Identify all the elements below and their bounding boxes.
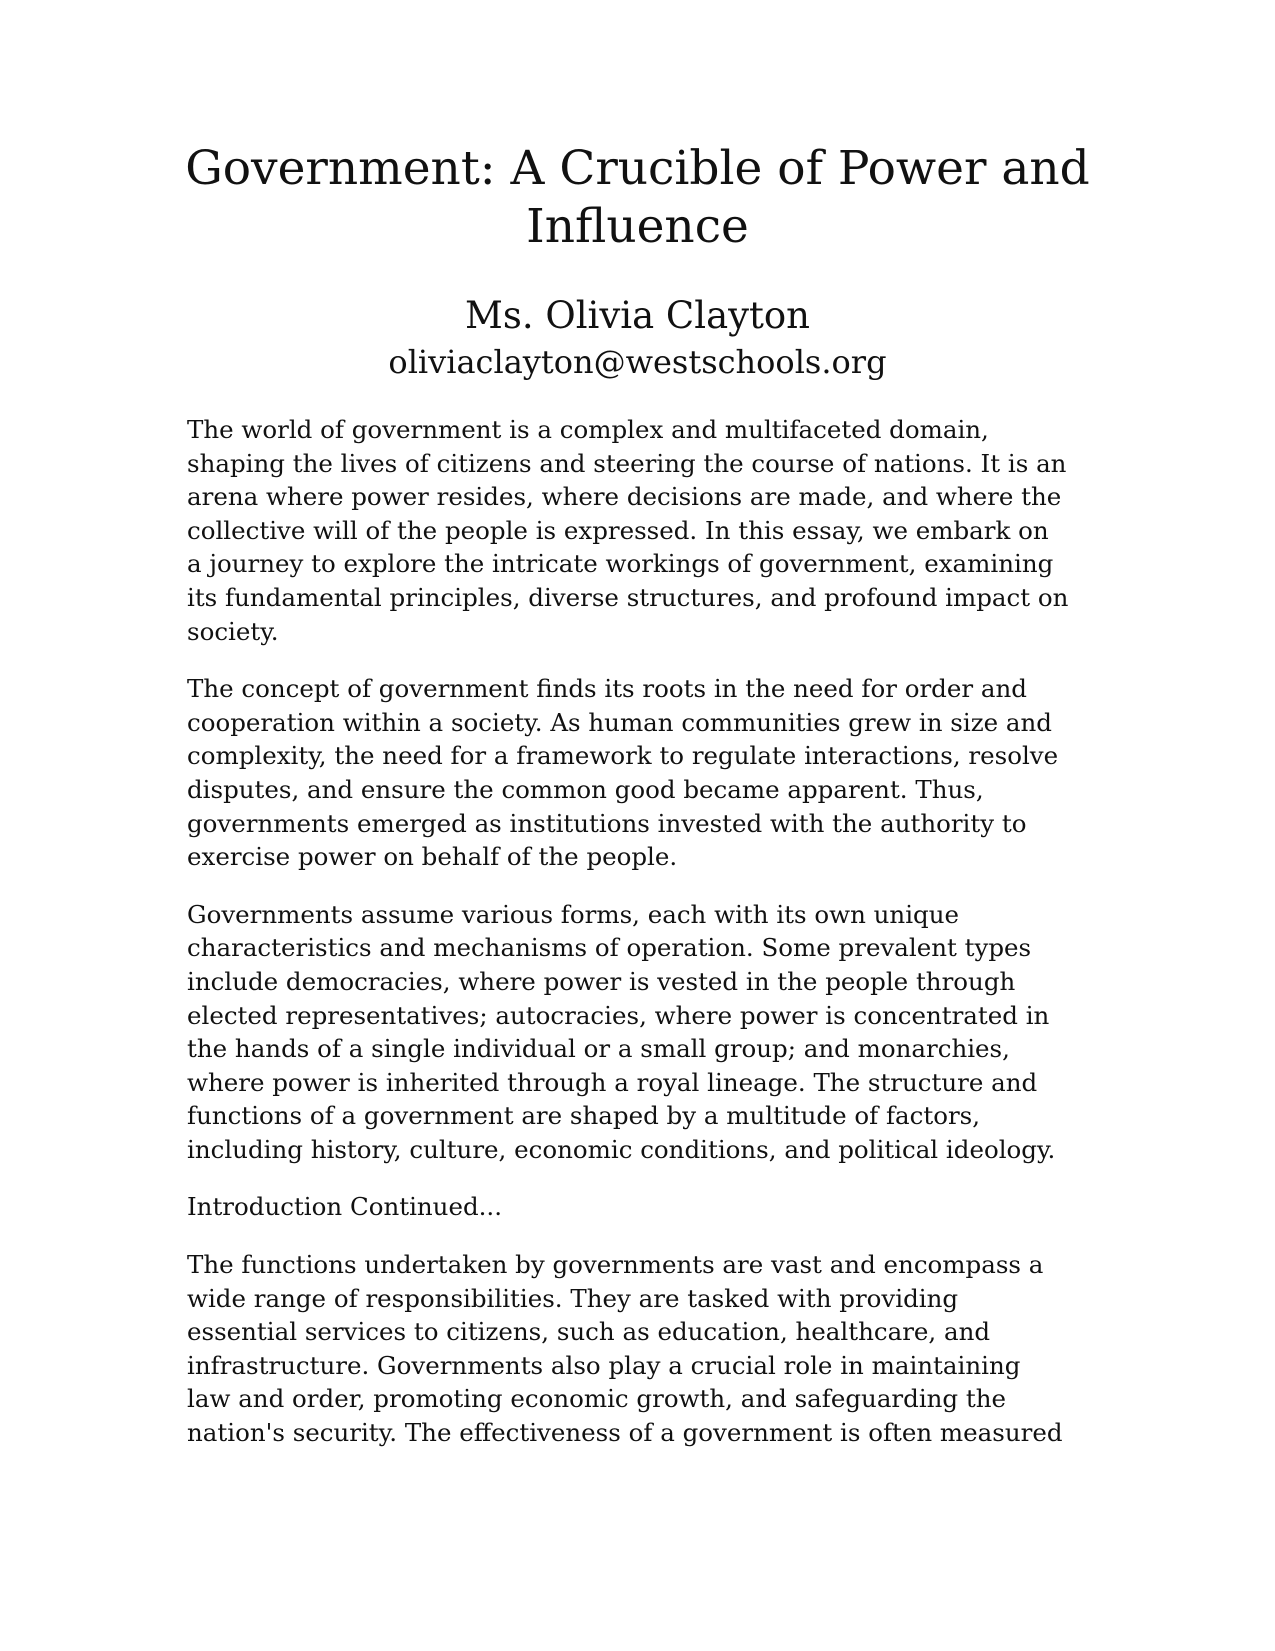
document-title	[160, 140, 1115, 256]
text-line: characteristics and mechanisms of operation. Some prevalent types	[187, 933, 1032, 963]
text-line: functions of a government are shaped by a multitude of factors,	[187, 1101, 981, 1131]
text-line: wide range of responsibilities. They are tasked with providing	[187, 1283, 959, 1313]
text-line: essential services to citizens, such as education, healthcare, and	[187, 1317, 991, 1347]
text-line: a journey to explore the intricate workings of government, examining	[187, 549, 1054, 579]
text-line: arena where power resides, where decisions are made, and where the	[187, 482, 1062, 512]
text-line: The concept of government finds its roots in the need for order and	[187, 674, 1027, 704]
text-line: including history, culture, economic conditions, and political ideology.	[187, 1134, 1056, 1164]
text-line: infrastructure. Governments also play a crucial role in maintaining	[187, 1350, 1021, 1380]
title-line: Influence	[526, 199, 749, 254]
text-line: disputes, and ensure the common good became apparent. Thus,	[187, 774, 984, 804]
text-line: elected representatives; autocracies, where power is concentrated in	[187, 1000, 1050, 1030]
text-line: complexity, the need for a framework to regulate interactions, resolve	[187, 741, 1059, 771]
text-line: its fundamental principles, diverse structures, and profound impact on	[187, 582, 1069, 612]
text-line: where power is inherited through a royal lineage. The structure and	[187, 1067, 1038, 1097]
text-line: shaping the lives of citizens and steering the course of nations. It is an	[187, 448, 1067, 478]
paragraph	[187, 898, 1097, 1167]
text-line: society.	[187, 616, 279, 646]
title-line: Government: A Crucible of Power and	[185, 141, 1090, 196]
paragraph	[187, 1190, 1097, 1224]
text-line: The world of government is a complex and multifaceted domain,	[187, 415, 989, 444]
text-line: exercise power on behalf of the people.	[187, 842, 678, 872]
author-email: oliviaclayton@westschools.org	[388, 343, 887, 381]
text-line: The functions undertaken by governments are vast and encompass a	[187, 1250, 1044, 1280]
text-line: Introduction Continued...	[187, 1192, 503, 1222]
paragraph	[187, 1248, 1097, 1450]
author-name: Ms. Olivia Clayton	[464, 294, 811, 337]
paragraph	[187, 672, 1097, 874]
text-line: governments emerged as institutions invested with the authority to	[187, 808, 1027, 838]
text-line: law and order, promoting economic growth, and safeguarding the	[187, 1384, 1007, 1414]
text-line: include democracies, where power is vested in the people through	[187, 966, 1016, 996]
paragraph	[187, 413, 1097, 648]
document-body	[187, 413, 1097, 1474]
text-line: Governments assume various forms, each with its own unique	[187, 899, 960, 929]
text-line: the hands of a single individual or a small group; and monarchies,	[187, 1034, 1010, 1064]
text-line: collective will of the people is expressed. In this essay, we embark on	[187, 515, 1049, 545]
text-line: cooperation within a society. As human communities grew in size and	[187, 707, 1052, 737]
text-line: nation's security. The effectiveness of a government is often measured	[187, 1418, 1063, 1448]
